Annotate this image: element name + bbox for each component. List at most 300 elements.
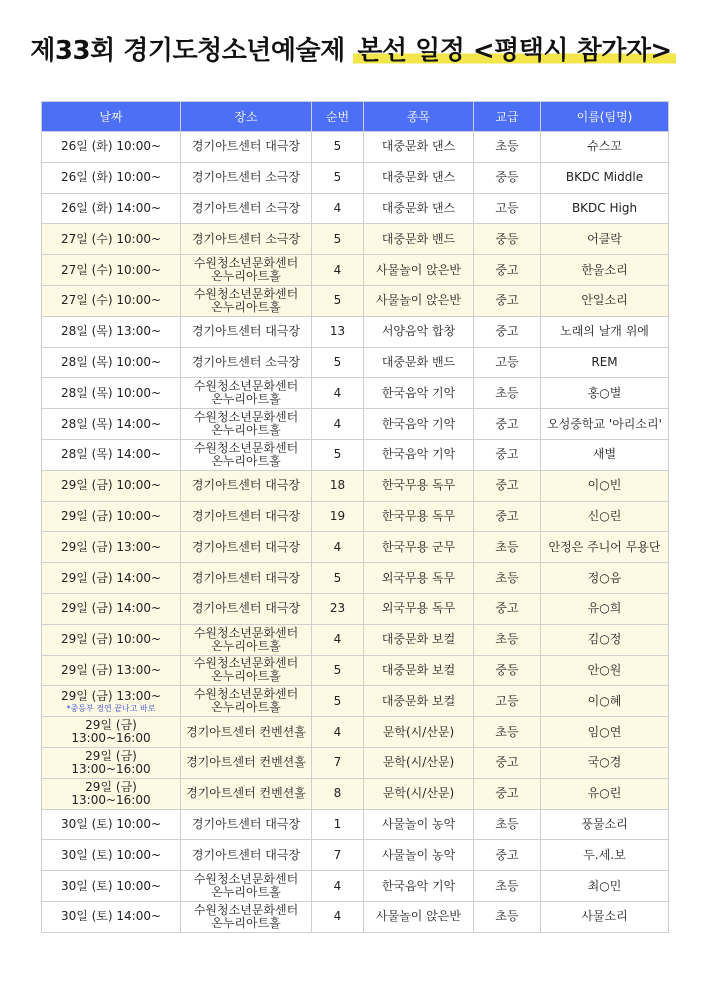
- cell-order-text: 4: [333, 724, 342, 739]
- cell-category-text: 문학(시/산문): [382, 786, 455, 801]
- cell-place: [181, 347, 312, 378]
- cell-category: [364, 255, 474, 286]
- cell-level-text: 중고: [495, 416, 519, 431]
- cell-place-text: 경기아트센터 소극장: [191, 200, 301, 215]
- cell-date: [42, 285, 181, 316]
- cell-level: [474, 439, 541, 470]
- cell-category: [364, 563, 474, 594]
- cell-level: [474, 686, 541, 717]
- cell-date-text: 29일 (금) 14:00~: [60, 570, 162, 585]
- cell-place: [181, 132, 312, 163]
- cell-place-text: 경기아트센터 대극장: [191, 816, 301, 831]
- cell-level: [474, 193, 541, 224]
- cell-order-text: 5: [333, 570, 342, 585]
- cell-category-text: 사물놀이 앉은반: [376, 909, 461, 924]
- cell-level-text: 중등: [495, 170, 519, 185]
- cell-place-text: 수원청소년문화센터 온누리아트홀: [193, 410, 299, 438]
- cell-level-text: 중고: [495, 755, 519, 770]
- cell-name-text: REM: [591, 354, 618, 369]
- cell-level: [474, 255, 541, 286]
- cell-place: [181, 378, 312, 409]
- cell-place-text: 수원청소년문화센터 온누리아트홀: [193, 256, 299, 284]
- cell-place: [181, 285, 312, 316]
- table-row: [42, 347, 669, 378]
- cell-level: [474, 624, 541, 655]
- table-row: [42, 439, 669, 470]
- table-row: [42, 316, 669, 347]
- cell-level-text: 중등: [495, 662, 519, 677]
- cell-level: [474, 132, 541, 163]
- cell-name: [541, 378, 669, 409]
- cell-place-text: 경기아트센터 대극장: [191, 508, 301, 523]
- cell-place: [181, 470, 312, 501]
- table-body: [42, 132, 669, 933]
- cell-date-text: 30일 (토) 10:00~: [60, 847, 162, 862]
- cell-order: [312, 285, 364, 316]
- cell-category-text: 외국무용 독무: [381, 570, 456, 585]
- cell-order-text: 18: [329, 478, 346, 493]
- cell-date-text: 28일 (목) 10:00~: [60, 385, 162, 400]
- cell-name-text: 사물소리: [581, 909, 628, 924]
- cell-order: [312, 563, 364, 594]
- cell-level-text: 초등: [495, 816, 519, 831]
- cell-category-text: 문학(시/산문): [382, 755, 455, 770]
- cell-order: [312, 624, 364, 655]
- cell-order: [312, 501, 364, 532]
- cell-place-text: 경기아트센터 컨벤션홀: [186, 755, 306, 770]
- cell-name-text: 슈스꼬: [587, 139, 622, 154]
- cell-date: [42, 193, 181, 224]
- cell-category-text: 대중문화 댄스: [381, 170, 456, 185]
- title-prefix: 제33회 경기도청소년예술제: [30, 36, 354, 66]
- cell-category-text: 사물놀이 앉은반: [376, 262, 461, 277]
- table-row: [42, 747, 669, 778]
- cell-name-text: 안일소리: [581, 293, 628, 308]
- cell-category-text: 한국음악 기악: [381, 385, 456, 400]
- cell-order-text: 1: [333, 816, 342, 831]
- table-row: [42, 624, 669, 655]
- table-row: [42, 501, 669, 532]
- cell-level: [474, 501, 541, 532]
- cell-order-text: 4: [333, 909, 342, 924]
- cell-date: [42, 871, 181, 902]
- cell-category: [364, 809, 474, 840]
- cell-date-text: 27일 (수) 10:00~: [60, 262, 162, 277]
- cell-place-text: 경기아트센터 컨벤션홀: [186, 724, 306, 739]
- cell-category: [364, 193, 474, 224]
- table-row: [42, 686, 669, 717]
- cell-category-text: 한국음악 기악: [381, 447, 456, 462]
- cell-level-text: 초등: [495, 724, 519, 739]
- cell-category-text: 대중문화 보컬: [381, 662, 456, 677]
- cell-name-text: 김○정: [587, 632, 622, 647]
- cell-date: [42, 532, 181, 563]
- cell-order-text: 4: [333, 200, 342, 215]
- cell-order: [312, 470, 364, 501]
- cell-category: [364, 871, 474, 902]
- cell-name-text: 국○경: [587, 755, 622, 770]
- cell-category: [364, 378, 474, 409]
- cell-name-text: BKDC High: [571, 200, 638, 215]
- cell-order: [312, 132, 364, 163]
- cell-name-text: 홍○별: [587, 385, 622, 400]
- cell-date: [42, 717, 181, 748]
- table-row: [42, 717, 669, 748]
- cell-name: [541, 224, 669, 255]
- cell-place: [181, 593, 312, 624]
- cell-date-text: 29일 (금) 13:00~: [60, 539, 162, 554]
- cell-place-text: 경기아트센터 대극장: [191, 324, 301, 339]
- cell-place-text: 수원청소년문화센터 온누리아트홀: [193, 902, 299, 930]
- cell-name: [541, 593, 669, 624]
- cell-place-text: 경기아트센터 컨벤션홀: [186, 786, 306, 801]
- cell-date-text: 29일 (금) 13:00~16:00: [71, 779, 151, 807]
- cell-category-text: 대중문화 밴드: [381, 231, 456, 246]
- cell-category-text: 한국무용 독무: [381, 508, 456, 523]
- cell-category-text: 한국무용 독무: [381, 478, 456, 493]
- cell-name-text: 안정은 주니어 무용단: [548, 539, 661, 554]
- cell-date: [42, 840, 181, 871]
- cell-category-text: 대중문화 댄스: [381, 139, 456, 154]
- cell-level: [474, 778, 541, 809]
- cell-place-text: 경기아트센터 대극장: [191, 570, 301, 585]
- cell-level-text: 고등: [495, 354, 519, 369]
- cell-category-text: 문학(시/산문): [382, 724, 455, 739]
- table-row: [42, 778, 669, 809]
- cell-level-text: 초등: [495, 878, 519, 893]
- cell-order-text: 5: [333, 170, 342, 185]
- cell-category-text: 사물놀이 농악: [381, 847, 456, 862]
- cell-name: [541, 717, 669, 748]
- cell-date: [42, 593, 181, 624]
- cell-name: [541, 409, 669, 440]
- table-row: [42, 901, 669, 932]
- cell-category: [364, 532, 474, 563]
- cell-place: [181, 316, 312, 347]
- cell-order: [312, 655, 364, 686]
- table-row: [42, 255, 669, 286]
- cell-category-text: 대중문화 밴드: [381, 354, 456, 369]
- cell-order: [312, 778, 364, 809]
- cell-place-text: 경기아트센터 대극장: [191, 539, 301, 554]
- cell-level: [474, 747, 541, 778]
- cell-date-text: 28일 (목) 14:00~: [60, 447, 162, 462]
- cell-date-text: 26일 (화) 10:00~: [60, 139, 162, 154]
- cell-level: [474, 162, 541, 193]
- cell-order-text: 5: [333, 293, 342, 308]
- cell-place: [181, 439, 312, 470]
- cell-order: [312, 686, 364, 717]
- cell-place: [181, 224, 312, 255]
- cell-category: [364, 655, 474, 686]
- cell-name-text: 노래의 날개 위에: [560, 324, 649, 339]
- cell-category: [364, 593, 474, 624]
- title-highlight: 본선 일정 <평택시 참가자>: [353, 36, 675, 66]
- cell-date: [42, 470, 181, 501]
- cell-order-text: 5: [333, 354, 342, 369]
- cell-name-text: BKDC Middle: [565, 170, 644, 185]
- cell-place: [181, 747, 312, 778]
- cell-order-text: 5: [333, 231, 342, 246]
- cell-order: [312, 439, 364, 470]
- cell-place: [181, 255, 312, 286]
- cell-category-text: 사물놀이 앉은반: [376, 293, 461, 308]
- cell-place: [181, 409, 312, 440]
- cell-date: [42, 686, 181, 717]
- cell-category: [364, 778, 474, 809]
- cell-date: [42, 901, 181, 932]
- cell-category: [364, 686, 474, 717]
- table-row: [42, 378, 669, 409]
- cell-place: [181, 193, 312, 224]
- cell-category: [364, 285, 474, 316]
- cell-level-text: 중고: [495, 786, 519, 801]
- cell-level-text: 중고: [495, 262, 519, 277]
- cell-name-text: 한울소리: [581, 262, 628, 277]
- cell-level: [474, 901, 541, 932]
- cell-date-text: 30일 (토) 10:00~: [60, 878, 162, 893]
- cell-place: [181, 624, 312, 655]
- table-row: [42, 593, 669, 624]
- col-header-level: 교급: [474, 102, 541, 132]
- cell-order: [312, 255, 364, 286]
- cell-date-text: 28일 (목) 14:00~: [60, 416, 162, 431]
- cell-date: [42, 624, 181, 655]
- cell-name: [541, 747, 669, 778]
- cell-order-text: 4: [333, 632, 342, 647]
- cell-name: [541, 132, 669, 163]
- table-row: [42, 162, 669, 193]
- cell-date: [42, 655, 181, 686]
- cell-level-text: 고등: [495, 693, 519, 708]
- cell-place-text: 수원청소년문화센터 온누리아트홀: [193, 379, 299, 407]
- cell-name: [541, 532, 669, 563]
- cell-category-text: 사물놀이 농악: [381, 816, 456, 831]
- cell-place-text: 수원청소년문화센터 온누리아트홀: [193, 872, 299, 900]
- cell-level: [474, 563, 541, 594]
- cell-level-text: 초등: [495, 570, 519, 585]
- cell-place-text: 수원청소년문화센터 온누리아트홀: [193, 440, 299, 468]
- cell-place-text: 경기아트센터 대극장: [191, 601, 301, 616]
- cell-name-text: 유○린: [587, 786, 622, 801]
- cell-level: [474, 285, 541, 316]
- cell-order: [312, 224, 364, 255]
- cell-level: [474, 593, 541, 624]
- cell-place-text: 경기아트센터 대극장: [191, 139, 301, 154]
- schedule-table: [41, 101, 669, 933]
- cell-name: [541, 624, 669, 655]
- cell-name: [541, 840, 669, 871]
- cell-name-text: 유○희: [587, 601, 622, 616]
- cell-place: [181, 809, 312, 840]
- cell-date-text: 27일 (수) 10:00~: [60, 293, 162, 308]
- cell-level-text: 초등: [495, 909, 519, 924]
- cell-date-text: 30일 (토) 14:00~: [60, 909, 162, 924]
- cell-order-text: 4: [333, 539, 342, 554]
- cell-level: [474, 316, 541, 347]
- cell-category: [364, 470, 474, 501]
- cell-order: [312, 871, 364, 902]
- cell-date-text: 29일 (금) 14:00~: [60, 601, 162, 616]
- cell-name: [541, 686, 669, 717]
- cell-order-text: 5: [333, 447, 342, 462]
- cell-category-text: 대중문화 보컬: [381, 632, 456, 647]
- cell-level: [474, 532, 541, 563]
- cell-level-text: 중고: [495, 478, 519, 493]
- cell-level-text: 중고: [495, 447, 519, 462]
- cell-order: [312, 809, 364, 840]
- cell-order-text: 23: [329, 601, 346, 616]
- cell-order-text: 7: [333, 755, 342, 770]
- cell-level: [474, 809, 541, 840]
- cell-place: [181, 501, 312, 532]
- cell-date: [42, 255, 181, 286]
- cell-level-text: 고등: [495, 200, 519, 215]
- cell-date: [42, 224, 181, 255]
- cell-date-note: *중등부 경연 끝나고 바로: [66, 703, 156, 713]
- cell-date-text: 29일 (금) 13:00~16:00: [71, 748, 151, 776]
- cell-order: [312, 901, 364, 932]
- cell-date-text: 29일 (금) 10:00~: [60, 508, 162, 523]
- cell-place: [181, 686, 312, 717]
- cell-order: [312, 747, 364, 778]
- page-title: [0, 30, 706, 67]
- cell-date: [42, 778, 181, 809]
- cell-place: [181, 778, 312, 809]
- cell-level: [474, 717, 541, 748]
- table-row: [42, 563, 669, 594]
- col-header-date: 날짜: [42, 102, 181, 132]
- cell-place: [181, 871, 312, 902]
- cell-order: [312, 840, 364, 871]
- cell-name: [541, 501, 669, 532]
- cell-name: [541, 809, 669, 840]
- cell-category-text: 한국음악 기악: [381, 416, 456, 431]
- cell-date-text: 28일 (목) 10:00~: [60, 354, 162, 369]
- cell-date-text: 29일 (금) 13:00~: [60, 688, 162, 703]
- cell-category-text: 외국무용 독무: [381, 601, 456, 616]
- cell-level-text: 초등: [495, 539, 519, 554]
- cell-level: [474, 347, 541, 378]
- col-header-order: 순번: [312, 102, 364, 132]
- cell-place-text: 수원청소년문화센터 온누리아트홀: [193, 625, 299, 653]
- cell-order: [312, 532, 364, 563]
- cell-category: [364, 439, 474, 470]
- cell-name: [541, 871, 669, 902]
- table-row: [42, 193, 669, 224]
- cell-level: [474, 871, 541, 902]
- cell-date: [42, 809, 181, 840]
- table-row: [42, 132, 669, 163]
- cell-name: [541, 316, 669, 347]
- cell-level: [474, 378, 541, 409]
- cell-date-text: 29일 (금) 13:00~16:00: [71, 718, 151, 746]
- cell-category: [364, 624, 474, 655]
- cell-name: [541, 778, 669, 809]
- col-header-category: 종목: [364, 102, 474, 132]
- cell-place-text: 경기아트센터 소극장: [191, 231, 301, 246]
- cell-place-text: 경기아트센터 소극장: [191, 354, 301, 369]
- cell-name-text: 오성중학교 '아리소리': [547, 416, 662, 431]
- cell-place: [181, 840, 312, 871]
- cell-place-text: 수원청소년문화센터 온누리아트홀: [193, 656, 299, 684]
- cell-place-text: 경기아트센터 대극장: [191, 847, 301, 862]
- cell-name-text: 신○린: [587, 508, 622, 523]
- table-row: [42, 532, 669, 563]
- cell-order-text: 5: [333, 139, 342, 154]
- cell-date: [42, 409, 181, 440]
- table-row: [42, 871, 669, 902]
- cell-level: [474, 655, 541, 686]
- cell-category-text: 한국무용 군무: [381, 539, 456, 554]
- cell-category: [364, 840, 474, 871]
- cell-date-text: 29일 (금) 13:00~: [60, 662, 162, 677]
- cell-name: [541, 162, 669, 193]
- table-row: [42, 409, 669, 440]
- cell-place: [181, 162, 312, 193]
- cell-category: [364, 901, 474, 932]
- cell-place-text: 경기아트센터 대극장: [191, 478, 301, 493]
- cell-level-text: 초등: [495, 632, 519, 647]
- cell-name-text: 정○음: [587, 570, 622, 585]
- cell-place-text: 수원청소년문화센터 온누리아트홀: [193, 286, 299, 314]
- cell-order-text: 13: [329, 324, 346, 339]
- cell-name: [541, 285, 669, 316]
- cell-name-text: 이○혜: [587, 693, 622, 708]
- cell-name-text: 두.세.보: [583, 847, 626, 862]
- cell-date-text: 29일 (금) 10:00~: [60, 478, 162, 493]
- cell-date: [42, 747, 181, 778]
- cell-name: [541, 470, 669, 501]
- col-header-place: 장소: [181, 102, 312, 132]
- cell-date: [42, 563, 181, 594]
- cell-level-text: 중고: [495, 508, 519, 523]
- cell-category-text: 대중문화 댄스: [381, 200, 456, 215]
- cell-level: [474, 470, 541, 501]
- cell-category: [364, 224, 474, 255]
- cell-level-text: 초등: [495, 139, 519, 154]
- cell-order: [312, 593, 364, 624]
- cell-order-text: 7: [333, 847, 342, 862]
- cell-name-text: 최○민: [587, 878, 622, 893]
- cell-name-text: 이○빈: [587, 478, 622, 493]
- cell-category-text: 한국음악 기악: [381, 878, 456, 893]
- cell-order: [312, 162, 364, 193]
- cell-date-text: 26일 (화) 14:00~: [60, 200, 162, 215]
- cell-place-text: 경기아트센터 소극장: [191, 170, 301, 185]
- table-row: [42, 840, 669, 871]
- cell-place: [181, 563, 312, 594]
- cell-category: [364, 501, 474, 532]
- cell-category: [364, 316, 474, 347]
- table-row: [42, 285, 669, 316]
- cell-place: [181, 901, 312, 932]
- cell-date: [42, 347, 181, 378]
- cell-order: [312, 717, 364, 748]
- cell-level-text: 중고: [495, 601, 519, 616]
- cell-place: [181, 532, 312, 563]
- cell-name: [541, 347, 669, 378]
- cell-name-text: 어클락: [587, 231, 622, 246]
- cell-date-text: 29일 (금) 10:00~: [60, 632, 162, 647]
- cell-category-text: 서양음악 합창: [381, 324, 456, 339]
- cell-order-text: 5: [333, 693, 342, 708]
- cell-name: [541, 439, 669, 470]
- cell-category: [364, 132, 474, 163]
- table-row: [42, 470, 669, 501]
- table-row: [42, 224, 669, 255]
- cell-order-text: 4: [333, 416, 342, 431]
